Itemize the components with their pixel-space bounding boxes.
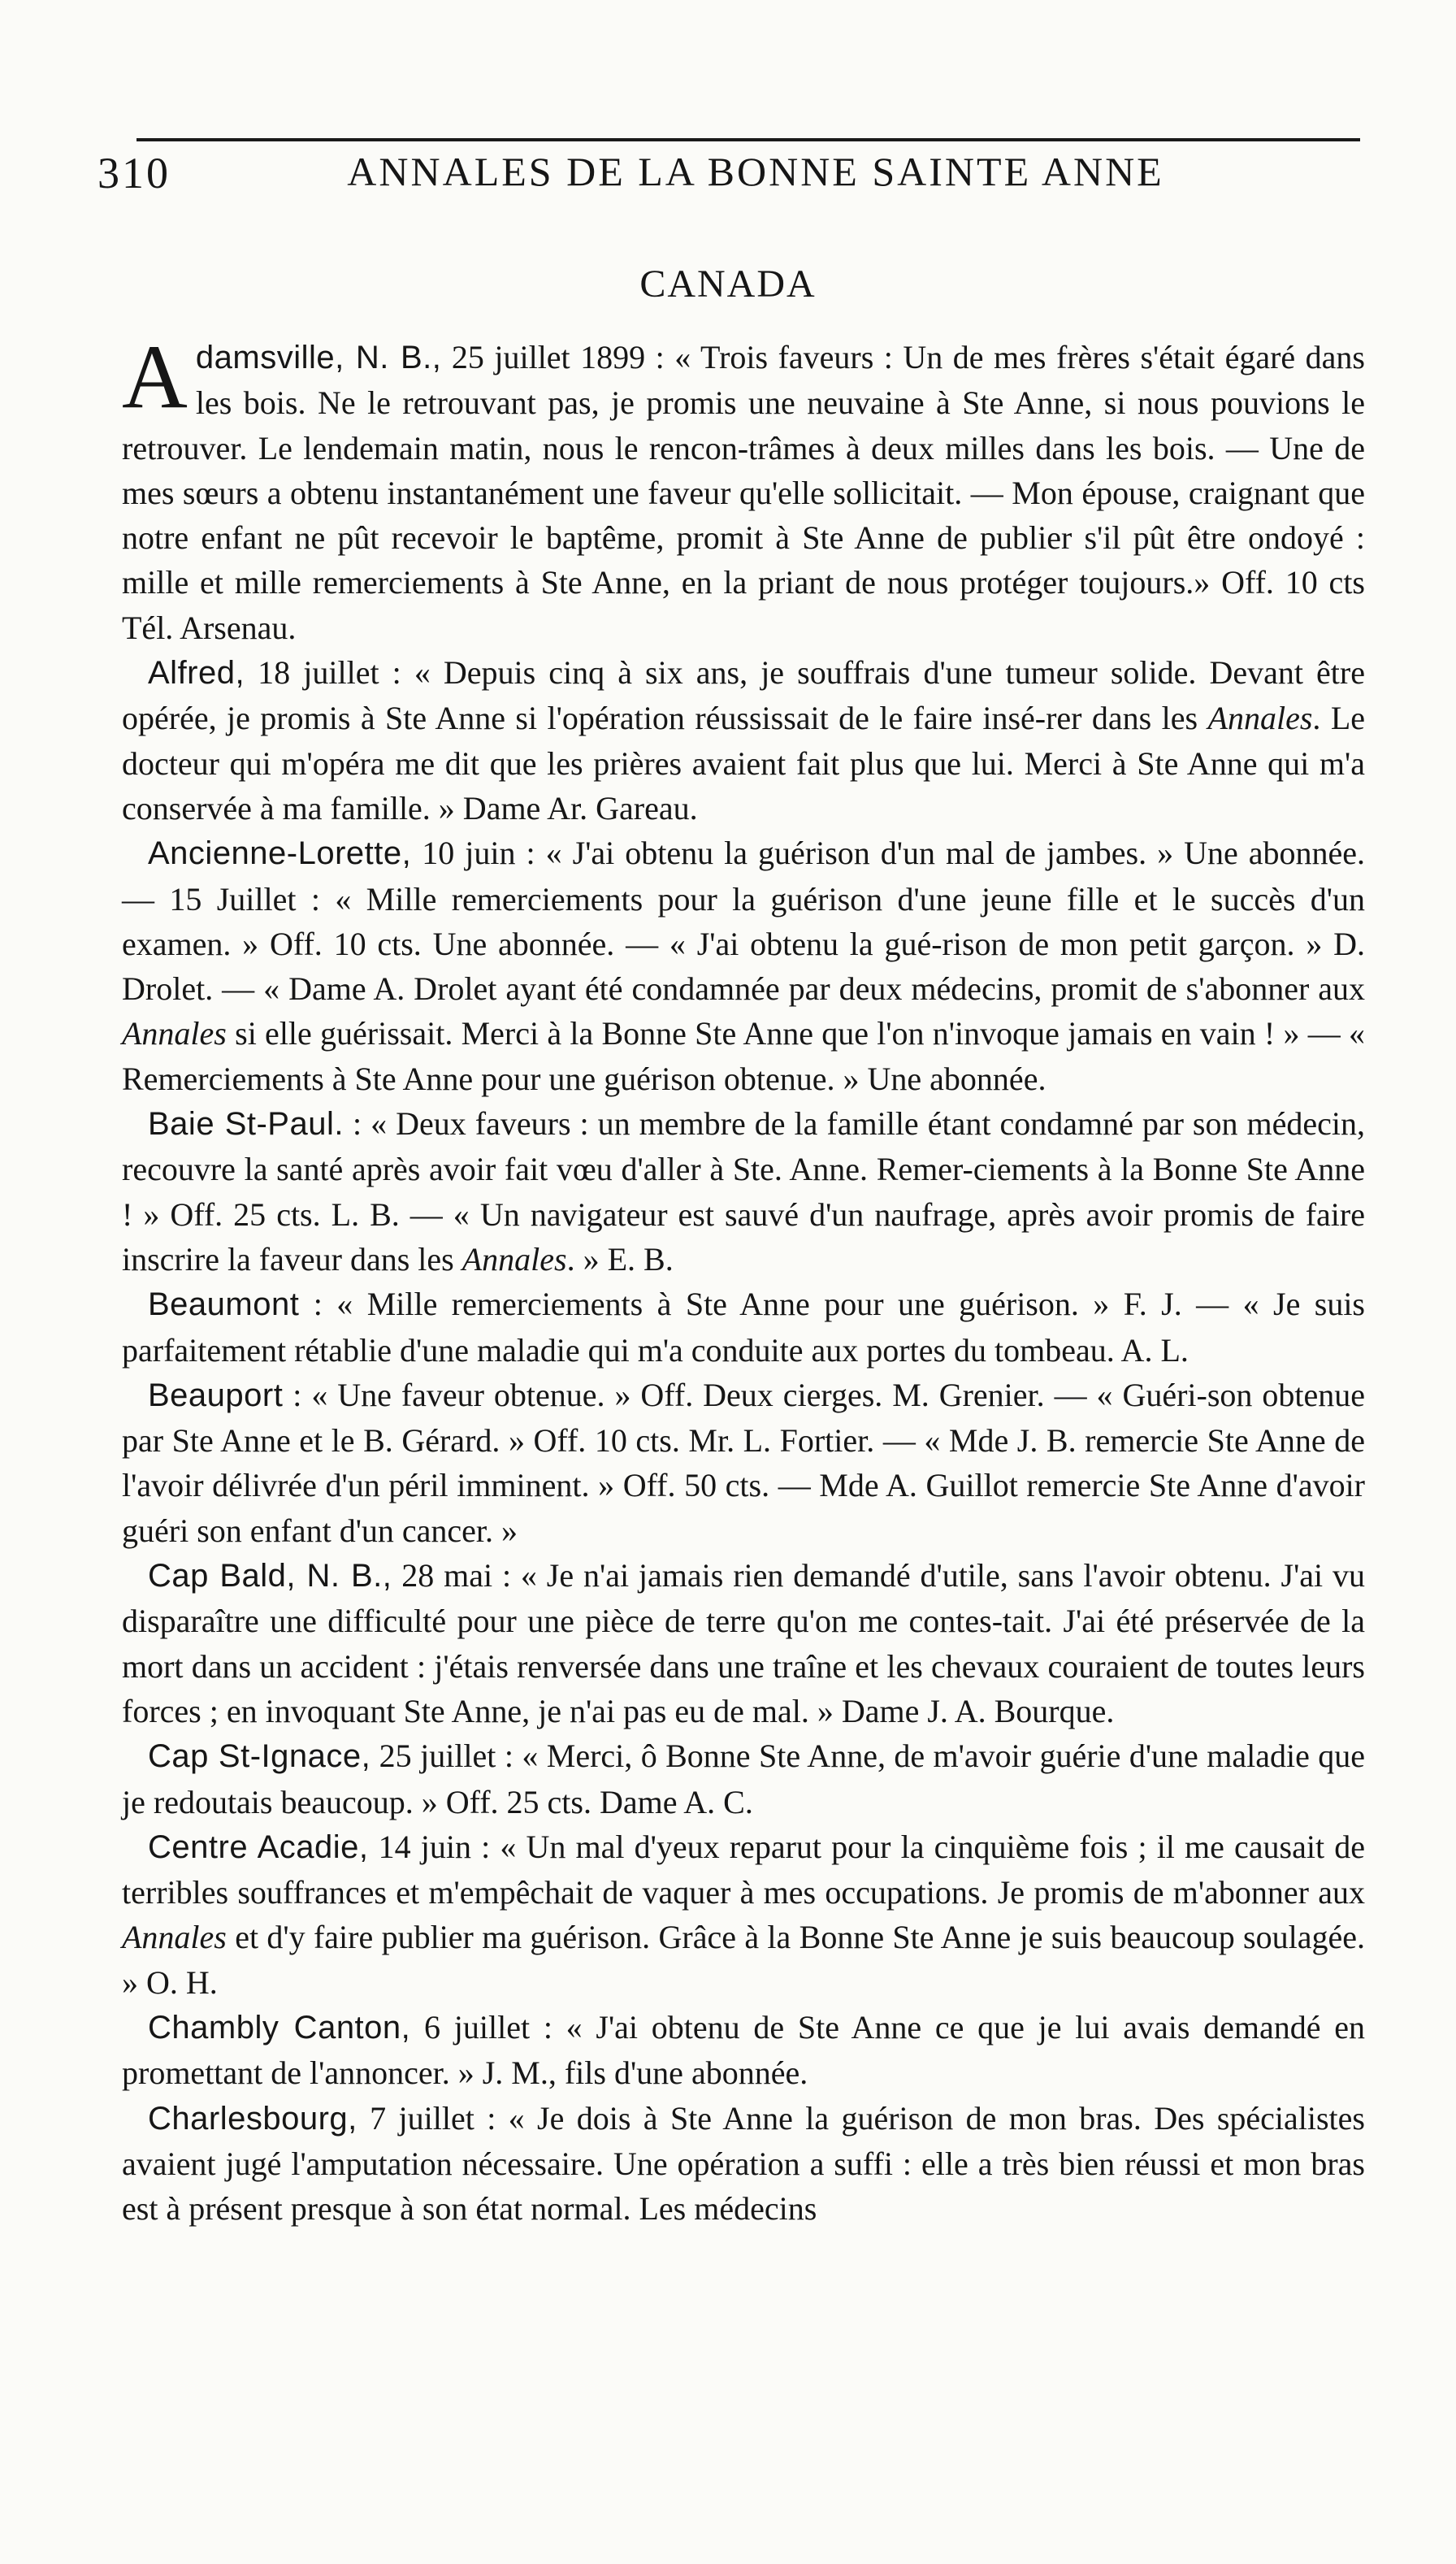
entry-chambly-canton: [122, 2005, 1365, 2096]
entry-text: : « Une faveur obtenue. » Off. Deux cierges. M. Grenier. — « Guéri-son obtenue par Ste Anne et le B. Gérard. » Off. 10 cts. Mr. L. Fortier. — « Mde J. B. remercie Ste Anne de l'avoir délivrée d'un péril imminent. » Off. 50 cts. — Mde A. Guillot remercie Ste Anne d'avoir guéri son enfant d'un cancer. »: [122, 1376, 1365, 1549]
entry-cap-st-ignace: [122, 1733, 1365, 1824]
entry-text: : « Deux faveurs : un membre de la famille étant condamné par son médecin, recouvre la santé après avoir fait vœu d'aller à Ste. Anne. Remer-ciements à la Bonne Ste Anne ! » Off. 25 cts. L. B. — « Un navigateur est sauvé d'un naufrage, après avoir promis de faire inscrire la faveur dans les: [122, 1105, 1365, 1278]
entry-text: 14 juin : « Un mal d'yeux reparut pour la cinquième fois ; il me causait de terribles souffrances et m'empêchait de vaquer à mes occupations. Je promis de m'abonner aux: [122, 1828, 1365, 1911]
place-name: Centre Acadie,: [148, 1829, 369, 1865]
entry-ancienne-lorette: [122, 831, 1365, 1101]
place-name: Beaumont: [148, 1286, 300, 1323]
entry-text: 18 juillet : « Depuis cinq à six ans, je souffrais d'une tumeur solide. Devant être opérée, je promis à Ste Anne si l'opération réussissait de le faire insé-rer dans les: [122, 654, 1365, 737]
drop-cap: A: [122, 327, 188, 427]
entry-text: 28 mai : « Je n'ai jamais rien demandé d'utile, sans l'avoir obtenu. J'ai vu disparaître une difficulté pour une pièce de terre qu'on me contes-tait. J'ai été préservée de la mort dans un accident : j'étais renversée dans une traîne et les chevaux couraient de toutes leurs forces ; en invoquant Ste Anne, je n'ai pas eu de mal. » Dame J. A. Bourque.: [122, 1557, 1366, 1729]
place-name: Ancienne-Lorette,: [148, 835, 412, 872]
entry-text: . Le docteur qui m'opéra me dit que les prières avaient fait plus que lui. Merci à Ste Anne qui m'a conservée à ma famille. » Dame Ar. Gareau.: [122, 700, 1366, 826]
place-name: Baie St-Paul.: [148, 1106, 344, 1143]
place-name: Cap St-Ignace,: [148, 1738, 371, 1775]
annales-title: Annales: [122, 1919, 227, 1956]
entry-text: 6 juillet : « J'ai obtenu de Ste Anne ce que je lui avais demandé en promettant de l'annoncer. » J. M., fils d'une abonnée.: [122, 2008, 1365, 2092]
place-name: damsville, N. B.,: [195, 340, 442, 375]
place-name: Charlesbourg,: [148, 2100, 358, 2137]
entry-adamsville: [122, 327, 1366, 650]
entry-text: 7 juillet : « Je dois à Ste Anne la guérison de mon bras. Des spécialistes avaient jugé l'amputation nécessaire. Une opération a suffi : elle a très bien réussi et mon bras est à présent presque à son état normal. Les médecins: [122, 2099, 1365, 2228]
entry-text: 10 juin : « J'ai obtenu la guérison d'un mal de jambes. » Une abonnée. — 15 Juillet : « Mille remerciements pour la guérison d'une jeune fille et le succès d'un examen. » Off. 10 cts. Une abonnée. — « J'ai obtenu la gué-rison de mon petit garçon. » D. Drolet. — « Dame A. Drolet ayant été condamnée par deux médecins, promit de s'abonner aux: [122, 835, 1365, 1008]
entry-beaumont: [122, 1282, 1365, 1373]
annales-title: Annales: [1207, 700, 1313, 737]
running-header: [98, 148, 1365, 213]
place-name: Cap Bald, N. B.,: [148, 1558, 392, 1594]
entry-text: et d'y faire publier ma guérison. Grâce à la Bonne Ste Anne je suis beaucoup soulagée. » O. H.: [122, 1919, 1365, 2001]
entry-text: : « Mille remerciements à Ste Anne pour une guérison. » F. J. — « Je suis parfaitement rétablie d'une maladie qui m'a conduite aux portes du tombeau. A. L.: [122, 1286, 1365, 1369]
entry-charlesbourg: [122, 2096, 1365, 2232]
entry-beauport: [122, 1373, 1365, 1553]
entry-cap-bald: [122, 1553, 1365, 1733]
place-name: Alfred,: [148, 655, 245, 692]
running-title: ANNALES DE LA BONNE SAINTE ANNE: [347, 149, 1164, 194]
annales-title: Annales: [122, 1015, 227, 1052]
entry-alfred: [122, 650, 1365, 831]
annales-title: Annales: [462, 1240, 567, 1278]
entry-centre-acadie: [122, 1824, 1365, 2005]
entry-text: . » E. B.: [566, 1240, 674, 1278]
entry-baie-st-paul: [122, 1101, 1365, 1282]
header-rule: [136, 138, 1360, 141]
place-name: Chambly Canton,: [148, 2009, 411, 2046]
entry-text: si elle guérissait. Merci à la Bonne Ste Anne que l'on n'invoque jamais en vain ! » — « Remerciements à Ste Anne pour une guérison obtenue. » Une abonnée.: [122, 1015, 1365, 1097]
page-number: 310: [98, 149, 171, 197]
entry-text: 25 juillet 1899 : « Trois faveurs : Un de mes frères s'était égaré dans les bois. Ne le retrouvant pas, je promis une neuvaine à Ste Anne, si nous pouvions le retrouver. Le lendemain matin, nous le rencon-trâmes à deux milles dans les bois. — Une de mes sœurs a obtenu instantanément une faveur qu'elle sollicitait. — Mon épouse, craignant que notre enfant ne pût recevoir le baptême, promit à Ste Anne de publier s'il pût être ondoyé : mille et mille remerciements à Ste Anne, en la priant de nous protéger toujours.» Off. 10 cts Tél. Arsenau.: [122, 339, 1366, 646]
section-title: CANADA: [639, 262, 817, 306]
article-body: [122, 327, 1366, 2231]
place-name: Beauport: [148, 1377, 284, 1413]
entry-text: 25 juillet : « Merci, ô Bonne Ste Anne, de m'avoir guérie d'une maladie que je redoutais beaucoup. » Off. 25 cts. Dame A. C.: [122, 1738, 1365, 1820]
